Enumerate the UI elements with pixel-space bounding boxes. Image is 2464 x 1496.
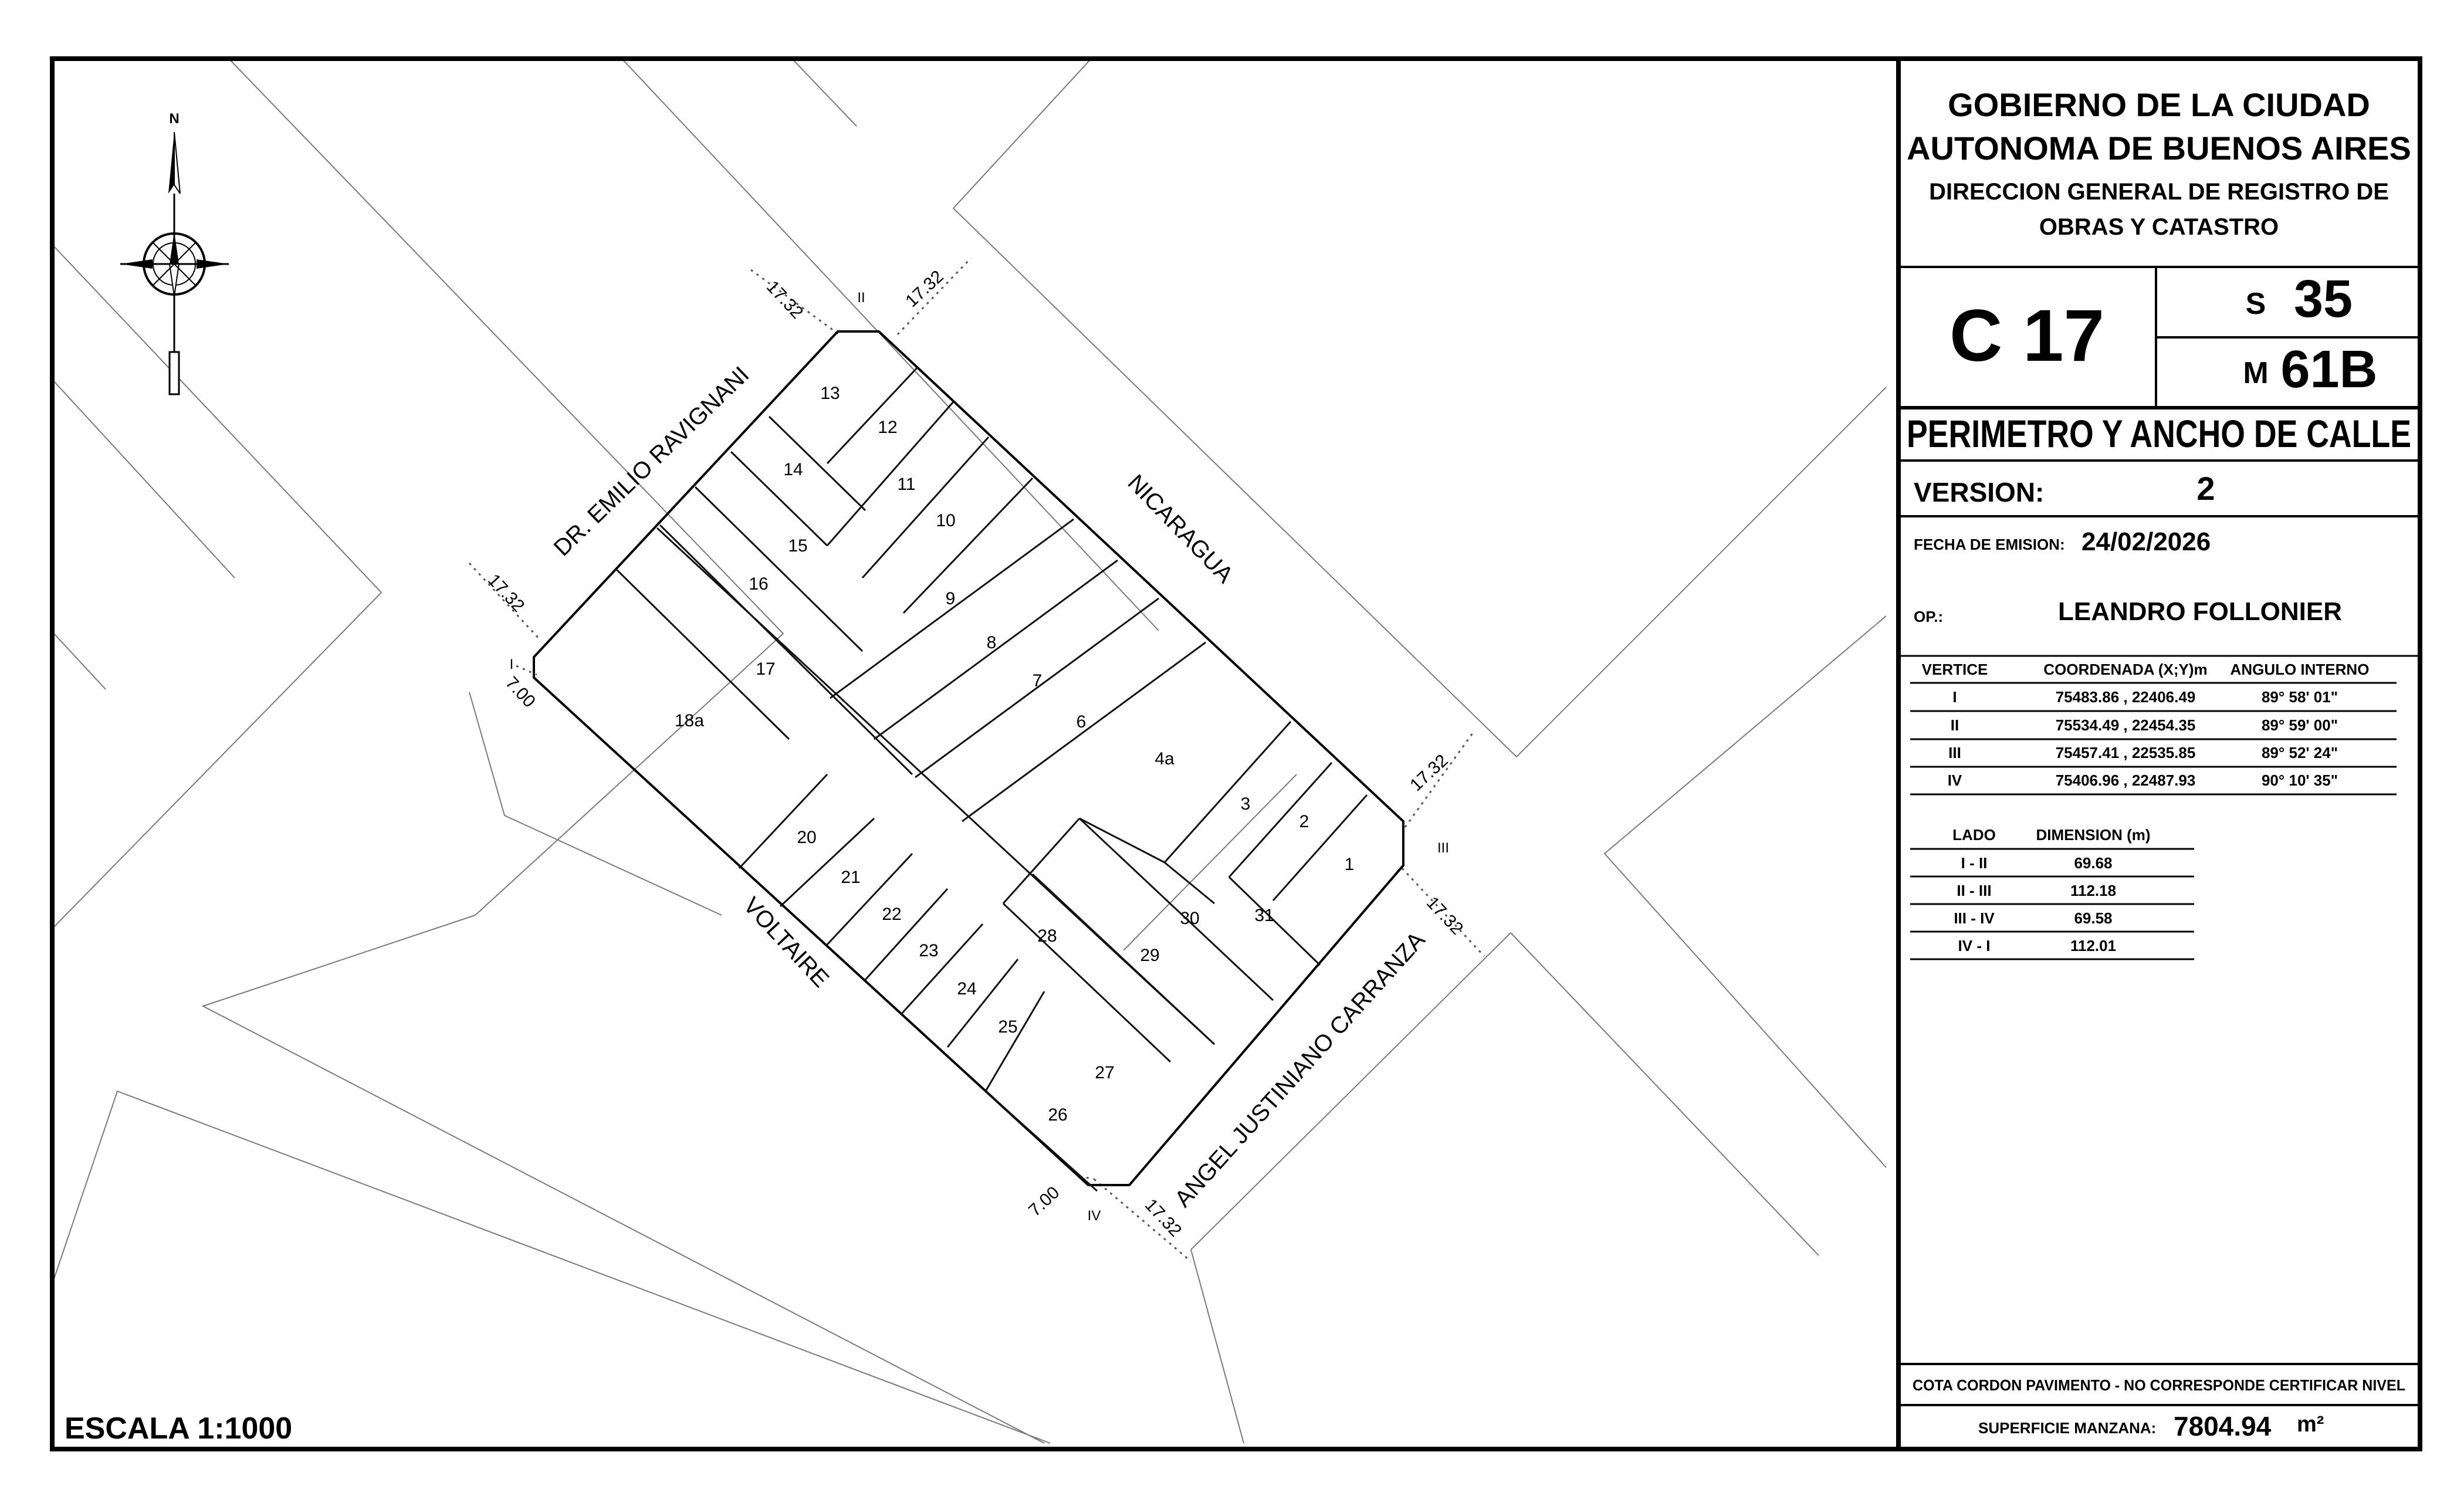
seccion-value: 35 xyxy=(2293,270,2353,329)
svg-text:112.01: 112.01 xyxy=(2070,937,2117,955)
svg-text:II - III: II - III xyxy=(1957,882,1992,899)
north-label: N xyxy=(169,111,180,127)
lot-12: 12 xyxy=(878,418,898,437)
lot-30: 30 xyxy=(1180,909,1200,928)
lot-21: 21 xyxy=(841,868,861,887)
width-label-1: 17.32 xyxy=(762,277,807,323)
circunscripcion: C 17 xyxy=(1949,295,2105,377)
lot-1: 1 xyxy=(1344,855,1355,874)
seccion-label: S xyxy=(2245,287,2266,321)
svg-text:89° 52' 24": 89° 52' 24" xyxy=(2261,744,2338,761)
document-title: PERIMETRO Y ANCHO DE CALLE xyxy=(1907,412,2411,455)
svg-text:VERTICE: VERTICE xyxy=(1921,661,1988,678)
cota-note: COTA CORDON PAVIMENTO - NO CORRESPONDE CERTIFICAR NIVEL xyxy=(1913,1376,2406,1394)
svg-text:III: III xyxy=(1948,744,1961,761)
map-scale: ESCALA 1:1000 xyxy=(65,1412,293,1446)
svg-text:I - II: I - II xyxy=(1961,854,1988,872)
dept-line-2: OBRAS Y CATASTRO xyxy=(2039,214,2279,240)
lot-24: 24 xyxy=(957,979,977,999)
svg-text:112.18: 112.18 xyxy=(2070,882,2117,899)
dimension-labels xyxy=(484,267,1467,1241)
lot-18a: 18a xyxy=(674,711,705,730)
lot-numbers xyxy=(675,384,1354,1125)
lot-15: 15 xyxy=(788,536,808,556)
lot-22: 22 xyxy=(882,905,902,924)
north-arrow-icon xyxy=(120,111,229,394)
lot-14: 14 xyxy=(783,460,803,479)
vertex-label-i: I xyxy=(509,656,514,672)
svg-text:IV - I: IV - I xyxy=(1958,937,1991,955)
vertex-label-iv: IV xyxy=(1087,1208,1101,1224)
lot-6: 6 xyxy=(1076,712,1087,732)
lot-4a: 4a xyxy=(1155,749,1175,769)
dept-line-1: DIRECCION GENERAL DE REGISTRO DE xyxy=(1929,179,2389,205)
sides-table xyxy=(1910,826,2194,959)
op-value: LEANDRO FOLLONIER xyxy=(2058,597,2342,626)
lot-26: 26 xyxy=(1048,1105,1068,1125)
surrounding-blocks xyxy=(54,59,1886,1443)
fecha-label: FECHA DE EMISION: xyxy=(1914,536,2065,553)
superficie-unit: m² xyxy=(2297,1412,2324,1437)
svg-text:COORDENADA (X;Y)m: COORDENADA (X;Y)m xyxy=(2043,661,2208,678)
lot-9: 9 xyxy=(945,589,956,608)
svg-text:89° 59' 00": 89° 59' 00" xyxy=(2261,716,2338,734)
vertex-labels xyxy=(509,290,1452,1224)
lot-31: 31 xyxy=(1254,906,1274,925)
lot-27: 27 xyxy=(1095,1063,1115,1082)
svg-text:90° 10' 35": 90° 10' 35" xyxy=(2261,771,2338,789)
svg-text:75406.96 , 22487.93: 75406.96 , 22487.93 xyxy=(2055,771,2196,789)
title-block xyxy=(1898,86,2420,1441)
lot-7: 7 xyxy=(1032,671,1043,691)
width-label-2: 17.32 xyxy=(902,266,947,312)
svg-text:III - IV: III - IV xyxy=(1954,909,1995,927)
lot-23: 23 xyxy=(919,941,939,960)
svg-text:69.58: 69.58 xyxy=(2074,909,2113,927)
vertex-table xyxy=(1910,661,2397,794)
width-label-3: 17.32 xyxy=(483,570,529,616)
lot-17: 17 xyxy=(756,659,776,679)
width-label-4: 17.32 xyxy=(1406,750,1452,796)
lot-2: 2 xyxy=(1299,812,1309,831)
lot-11: 11 xyxy=(897,475,916,494)
street-ravignani: DR. EMILIO RAVIGNANI xyxy=(549,361,754,561)
lot-10: 10 xyxy=(936,511,956,530)
svg-text:75534.49 , 22454.35: 75534.49 , 22454.35 xyxy=(2055,716,2196,734)
svg-text:75483.86 , 22406.49: 75483.86 , 22406.49 xyxy=(2055,688,2196,706)
svg-text:ANGULO INTERNO: ANGULO INTERNO xyxy=(2230,661,2370,678)
map-area xyxy=(54,59,1886,1446)
svg-text:DIMENSION (m): DIMENSION (m) xyxy=(2036,826,2151,844)
street-carranza: ANGEL JUSTINIANO CARRANZA xyxy=(1169,927,1430,1213)
lot-16: 16 xyxy=(749,574,769,594)
width-label-6: 17.32 xyxy=(1140,1195,1186,1241)
lot-25: 25 xyxy=(998,1017,1018,1037)
manzana-value: 61B xyxy=(2280,340,2378,399)
version-value: 2 xyxy=(2196,470,2215,507)
lot-3: 3 xyxy=(1240,794,1251,814)
vertex-label-iii: III xyxy=(1437,840,1450,856)
org-line-2: AUTONOMA DE BUENOS AIRES xyxy=(1907,130,2411,167)
vertex-label-ii: II xyxy=(857,290,865,306)
street-voltaire: VOLTAIRE xyxy=(738,892,834,993)
svg-text:75457.41 , 22535.85: 75457.41 , 22535.85 xyxy=(2055,744,2196,761)
manzana-label: M xyxy=(2243,356,2269,390)
superficie-value: 7804.94 xyxy=(2174,1411,2272,1441)
lot-8: 8 xyxy=(986,633,997,652)
lot-28: 28 xyxy=(1037,926,1057,946)
superficie-label: SUPERFICIE MANZANA: xyxy=(1978,1419,2157,1437)
width-label-5: 17.32 xyxy=(1422,893,1467,939)
lot-13: 13 xyxy=(820,384,840,403)
svg-text:IV: IV xyxy=(1947,771,1962,789)
chamfer-label-2: 7.00 xyxy=(1025,1183,1064,1221)
street-nicaragua: NICARAGUA xyxy=(1122,469,1238,588)
fecha-value: 24/02/2026 xyxy=(2081,527,2211,556)
lot-29: 29 xyxy=(1140,946,1160,965)
svg-text:LADO: LADO xyxy=(1952,826,1996,844)
lot-20: 20 xyxy=(797,828,817,847)
org-line-1: GOBIERNO DE LA CIUDAD xyxy=(1948,86,2370,123)
lot-lines xyxy=(616,367,1367,1191)
svg-text:69.68: 69.68 xyxy=(2074,854,2113,872)
svg-text:I: I xyxy=(1952,688,1957,706)
chamfer-label-1: 7.00 xyxy=(501,673,539,712)
op-label: OP.: xyxy=(1914,608,1944,625)
svg-text:89° 58' 01": 89° 58' 01" xyxy=(2261,688,2338,706)
street-width-lines xyxy=(469,258,1484,1261)
version-label: VERSION: xyxy=(1914,477,2045,507)
svg-text:II: II xyxy=(1950,716,1959,734)
